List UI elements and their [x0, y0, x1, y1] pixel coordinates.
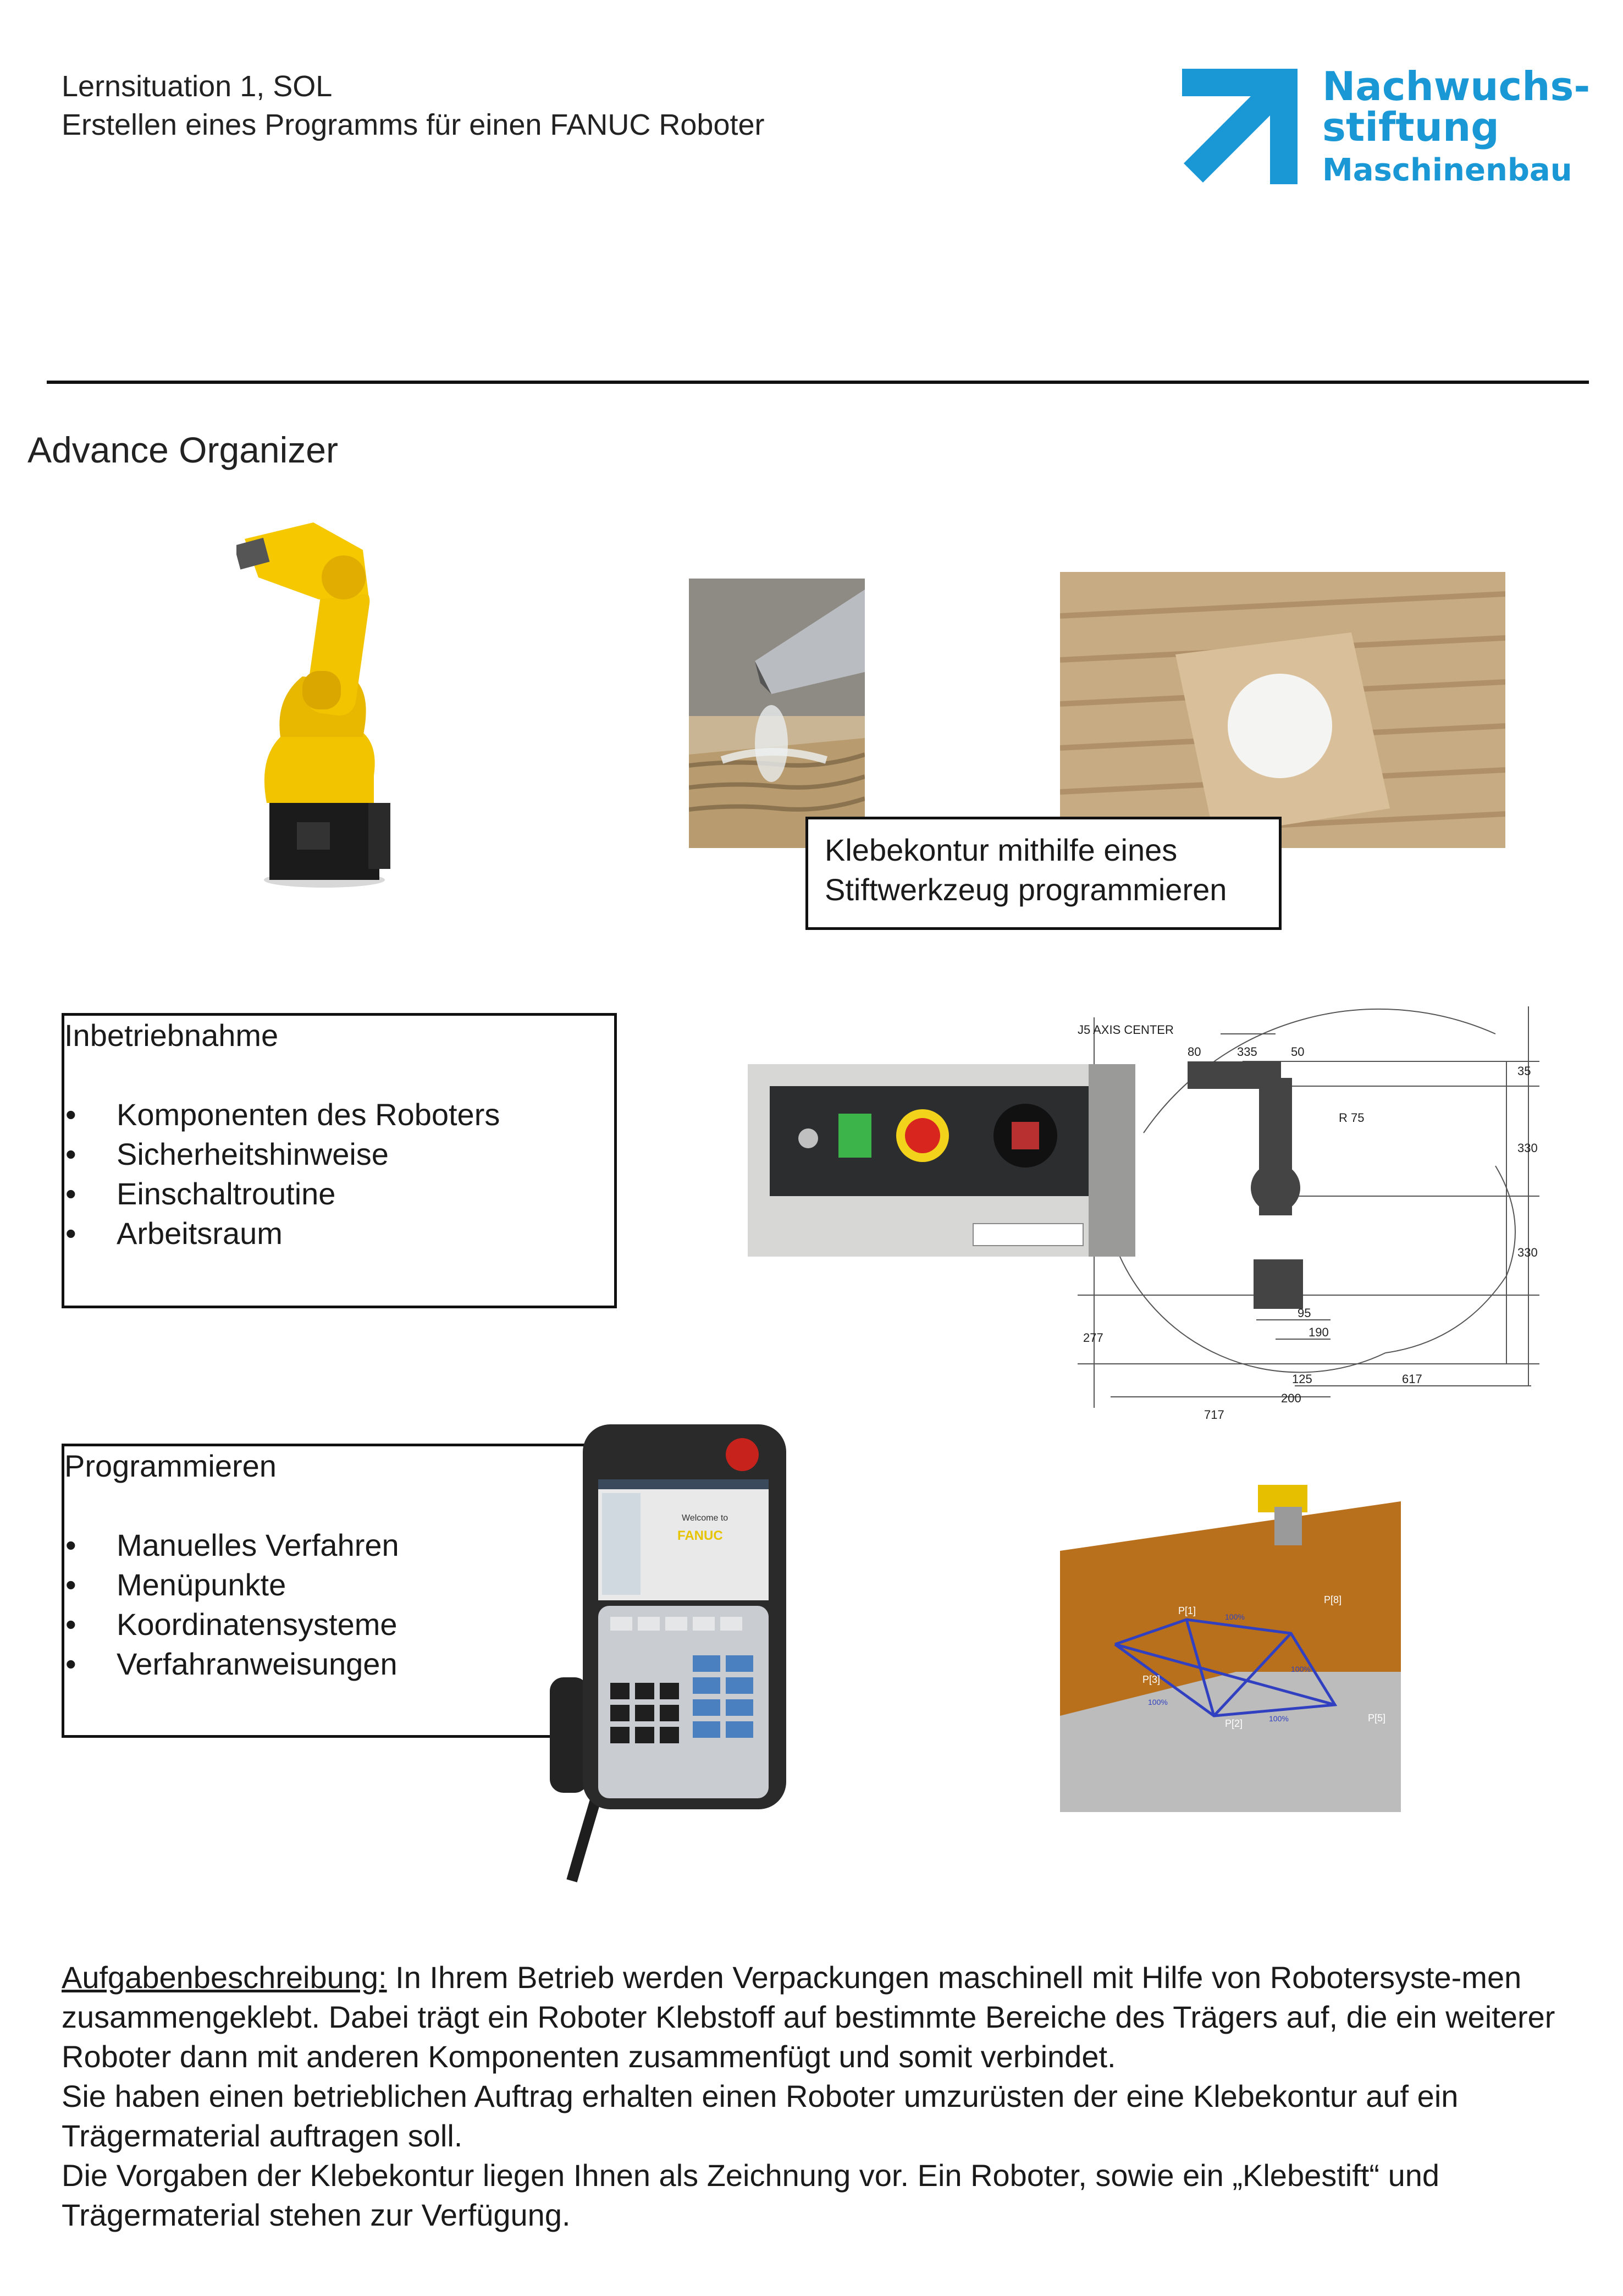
list-item: • Manuelles Verfahren	[64, 1526, 614, 1565]
dim-label: 330	[1517, 1141, 1538, 1155]
dim-label: 200	[1281, 1391, 1301, 1405]
list-item: • Koordinatensysteme	[64, 1605, 614, 1644]
glue-caption-line2: Stiftwerkzeug programmieren	[825, 872, 1227, 907]
dim-label: 125	[1292, 1372, 1312, 1386]
document-header-line1: Lernsituation 1, SOL	[62, 70, 333, 103]
point-label: P[3]	[1142, 1674, 1161, 1685]
dim-label: 717	[1204, 1408, 1224, 1422]
point-label: P[8]	[1324, 1594, 1342, 1605]
glue-caption-box	[805, 817, 1282, 930]
list-item: • Arbeitsraum	[64, 1214, 614, 1253]
task-description	[62, 1958, 1568, 2235]
glue-gun-photo	[689, 579, 865, 848]
dim-label: 190	[1309, 1325, 1329, 1339]
dim-label: 330	[1517, 1246, 1538, 1259]
programmieren-title: Programmieren	[64, 1449, 277, 1483]
inbetriebnahme-list	[64, 1095, 614, 1253]
list-item: • Einschaltroutine	[64, 1174, 614, 1214]
header-divider	[47, 381, 1589, 384]
list-item: • Sicherheitshinweise	[64, 1135, 614, 1174]
glue-caption-line1: Klebekontur mithilfe eines	[825, 833, 1178, 867]
description-paragraph-2: Sie haben einen betrieblichen Auftrag erhalten einen Roboter umzurüsten der eine Klebekontur auf ein Trägermaterial auftragen soll.	[62, 2079, 1459, 2153]
pendant-welcome: Welcome to	[682, 1513, 728, 1523]
section-title: Advance Organizer	[27, 430, 338, 470]
cardboard-photo	[1060, 572, 1505, 848]
robot-image	[236, 517, 418, 891]
logo-arrow-icon	[1182, 69, 1303, 190]
list-item: • Komponenten des Roboters	[64, 1095, 614, 1135]
dim-label: 80	[1188, 1045, 1201, 1059]
workspace-drawing	[1078, 1001, 1539, 1430]
programmieren-list	[64, 1526, 614, 1684]
list-item: • Verfahranweisungen	[64, 1644, 614, 1684]
document-header-line2: Erstellen eines Programms für einen FANUC Roboter	[62, 108, 765, 141]
programmieren-box	[62, 1444, 617, 1738]
dim-label: 95	[1298, 1306, 1311, 1320]
speed-label: 100%	[1225, 1612, 1245, 1621]
point-label: P[2]	[1225, 1718, 1243, 1729]
pendant-brand: FANUC	[677, 1528, 723, 1543]
description-label: Aufgabenbeschreibung:	[62, 1960, 387, 1995]
logo-text-line1: Nachwuchs-	[1322, 63, 1591, 109]
controller-panel-photo	[748, 1064, 1135, 1257]
inbetriebnahme-title: Inbetriebnahme	[64, 1018, 279, 1053]
point-label: P[5]	[1368, 1713, 1386, 1724]
list-item: • Menüpunkte	[64, 1565, 614, 1605]
description-paragraph-1	[62, 1958, 1568, 2077]
teach-pendant-photo	[550, 1424, 786, 1886]
speed-label: 100%	[1269, 1714, 1289, 1723]
description-text-1: In Ihrem Betrieb werden Verpackungen maschinell mit Hilfe von Robotersyste-men zusammengeklebt. Dabei trägt ein Roboter Klebstoff auf bestimmte Bereiche des Trägers auf, die ein weiterer Roboter dann mit anderen Komponenten zusammenfügt und somit verbindet.	[62, 1960, 1555, 2074]
speed-label: 100%	[1291, 1665, 1311, 1673]
logo-text-line3: Maschinenbau	[1322, 152, 1572, 188]
dim-label: 335	[1237, 1045, 1257, 1059]
dim-label: R 75	[1339, 1111, 1365, 1125]
logo-text-line2: stiftung	[1322, 104, 1499, 150]
dim-label: 50	[1291, 1045, 1305, 1059]
point-label: P[1]	[1178, 1605, 1196, 1616]
inbetriebnahme-box	[62, 1013, 617, 1308]
dim-label: 617	[1402, 1372, 1422, 1386]
j5-axis-label: J5 AXIS CENTER	[1078, 1023, 1174, 1037]
speed-label: 100%	[1148, 1698, 1168, 1706]
program-path-visualization	[1060, 1485, 1401, 1812]
dim-label: 277	[1083, 1331, 1103, 1345]
description-paragraph-3: Die Vorgaben der Klebekontur liegen Ihnen als Zeichnung vor. Ein Roboter, sowie ein „Klebestift“ und Trägermaterial stehen zur Verfügung.	[62, 2158, 1439, 2232]
dim-label: 35	[1517, 1064, 1531, 1078]
